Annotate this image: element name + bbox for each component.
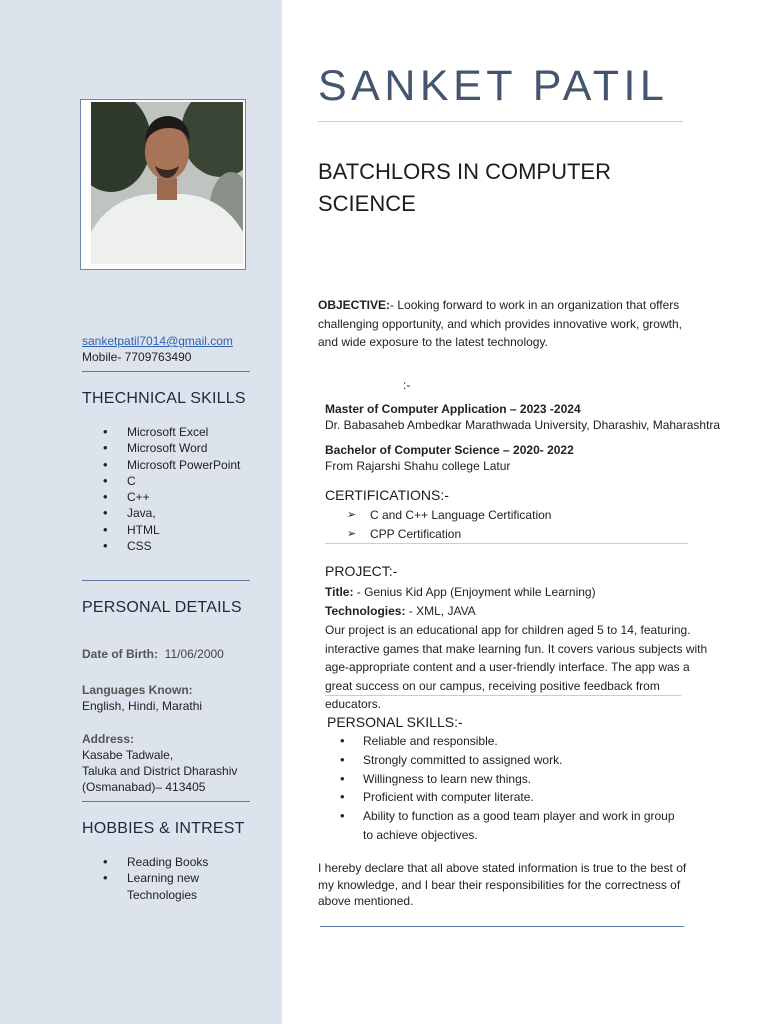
section-divider xyxy=(325,543,688,544)
list-item: • Proficient with computer literate. xyxy=(327,788,687,807)
project-heading: PROJECT:- xyxy=(325,563,398,579)
list-item: • Willingness to learn new things. xyxy=(327,770,687,789)
project-tech-label: Technologies: xyxy=(325,604,406,618)
project-title-value: - Genius Kid App (Enjoyment while Learning) xyxy=(353,585,596,599)
list-item: • Reliable and responsible. xyxy=(327,732,687,751)
list-item: • HTML xyxy=(82,522,240,538)
list-item: • Microsoft PowerPoint xyxy=(82,457,240,473)
project-title-row xyxy=(325,584,596,600)
project-tech-row xyxy=(325,603,476,619)
list-item: • Learning new Technologies xyxy=(82,870,217,903)
languages-value: English, Hindi, Marathi xyxy=(82,699,203,713)
education-detail: From Rajarshi Shahu college Latur xyxy=(325,459,511,473)
personal-details-heading: PERSONAL DETAILS xyxy=(82,599,242,616)
sidebar-divider xyxy=(82,580,250,581)
dob-row xyxy=(82,646,224,662)
person-name: SANKET PATIL xyxy=(318,62,669,110)
profile-photo xyxy=(91,102,243,264)
hobbies-heading: HOBBIES & INTREST xyxy=(82,820,245,837)
education-detail: Dr. Babasaheb Ambedkar Marathwada University, Dharashiv, Maharashtra xyxy=(325,418,721,432)
personal-skills-list xyxy=(327,732,687,845)
profile-photo-frame xyxy=(80,99,246,270)
bottom-divider xyxy=(320,926,684,927)
education-title: Bachelor of Computer Science – 2020- 2022 xyxy=(325,443,574,457)
project-description: Our project is an educational app for children aged 5 to 14, featuring. interactive games that make learning fun. It covers various subjects with age-appropriate content and a user-friendly interface. The app was a great success on our campus, receiving positive feedback from educators. xyxy=(325,623,708,712)
objective xyxy=(318,296,703,352)
name-divider xyxy=(318,121,683,122)
languages-label: Languages Known: xyxy=(82,683,193,697)
technical-skills-heading: THECHNICAL SKILLS xyxy=(82,390,246,407)
email-link[interactable]: sanketpatil7014@gmail.com xyxy=(82,334,233,348)
list-item: • Java, xyxy=(82,505,240,521)
list-item: • Ability to function as a good team player and work in group to achieve objectives. xyxy=(327,807,687,845)
certifications-heading: CERTIFICATIONS:- xyxy=(325,487,449,503)
degree-title: BATCHLORS IN COMPUTER SCIENCE xyxy=(318,159,611,216)
education-title: Master of Computer Application – 2023 -2024 xyxy=(325,402,581,416)
education-marker: :- xyxy=(403,378,411,392)
mobile-number: Mobile- 7709763490 xyxy=(82,350,192,364)
address-line: Taluka and District Dharashiv xyxy=(82,764,238,778)
list-item: • C xyxy=(82,473,240,489)
sidebar-divider xyxy=(82,801,250,802)
sidebar-divider xyxy=(82,371,250,372)
list-item: • Reading Books xyxy=(82,854,250,870)
certifications-list xyxy=(325,506,551,543)
list-item: • C++ xyxy=(82,489,240,505)
list-item: • Microsoft Word xyxy=(82,440,240,456)
hobbies-list xyxy=(82,854,250,903)
project-tech-value: - XML, JAVA xyxy=(405,604,476,618)
personal-skills-heading: PERSONAL SKILLS:- xyxy=(327,714,463,730)
list-item: ➢ C and C++ Language Certification xyxy=(325,506,551,525)
list-item: • Microsoft Excel xyxy=(82,424,240,440)
list-item: • CSS xyxy=(82,538,240,554)
dob-label: Date of Birth: xyxy=(82,647,158,661)
address-line: (Osmanabad)– 413405 xyxy=(82,780,206,794)
project-title-label: Title: xyxy=(325,585,354,599)
objective-label: OBJECTIVE: xyxy=(318,298,391,312)
technical-skills-list xyxy=(82,424,240,554)
list-item: ➢ CPP Certification xyxy=(325,525,551,544)
list-item: • Strongly committed to assigned work. xyxy=(327,751,687,770)
dob-value: 11/06/2000 xyxy=(164,647,224,661)
objective-text: - Looking forward to work in an organization that offers challenging opportunity, and which provides innovative work, growth, and wide exposure to the latest technology. xyxy=(318,298,682,350)
address-line: Kasabe Tadwale, xyxy=(82,748,174,762)
section-divider xyxy=(325,695,681,696)
address-label: Address: xyxy=(82,732,135,746)
declaration: I hereby declare that all above stated information is true to the best of my knowledge, and I bear their responsibilities for the correctness of above mentioned. xyxy=(318,861,687,908)
